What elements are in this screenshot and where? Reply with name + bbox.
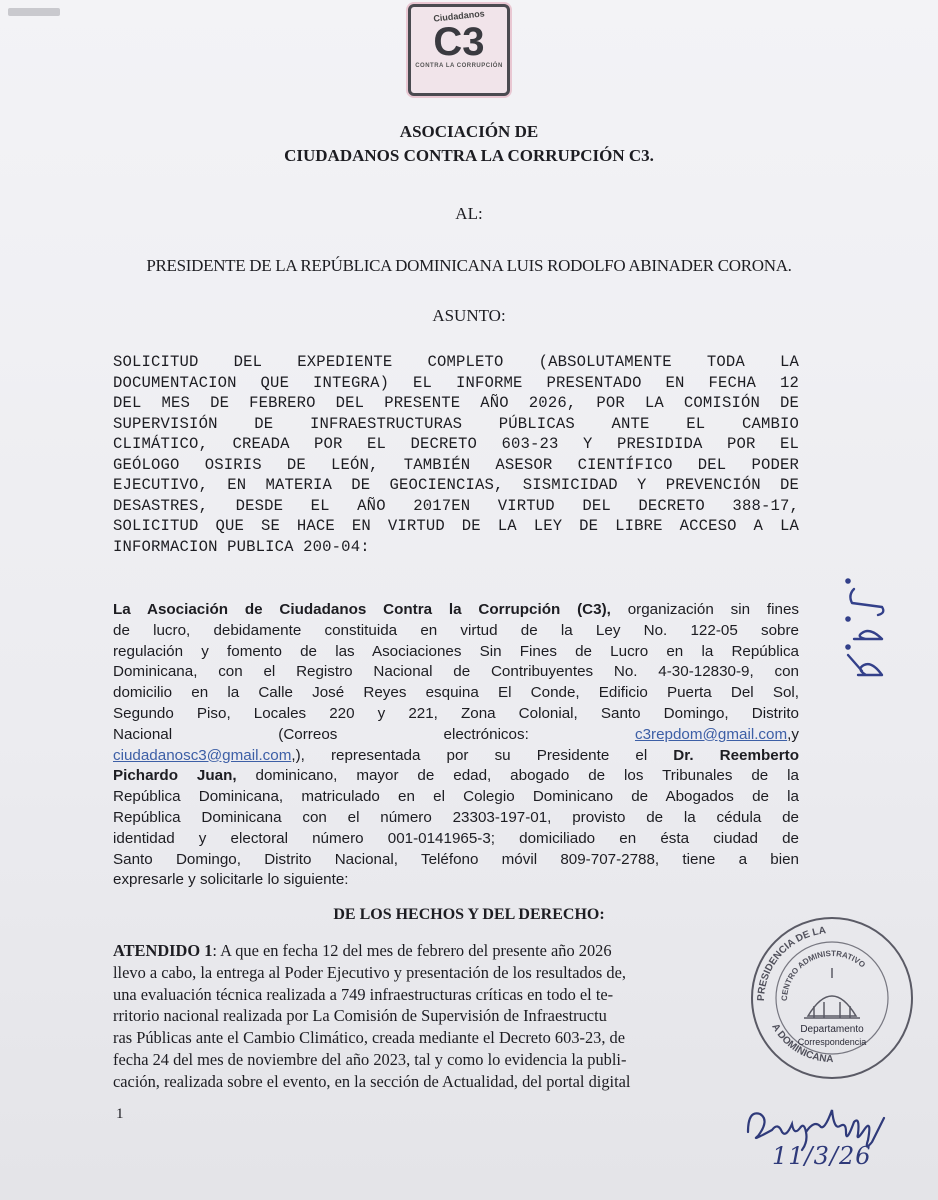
official-stamp [742,906,922,1086]
stamp-ring-inner [780,949,867,1001]
body-line: domicilio en la Calle José Reyes esquina El Conde, Edificio Puerta Del Sol, [113,684,799,702]
body-line: expresarle y solicitarle lo siguiente: [113,871,349,889]
subject-line: SOLICITUD QUE SE HACE EN VIRTUD DE LA LEY DE LIBRE ACCESO A LA [113,517,799,535]
body-text: Nacional [113,725,173,743]
body-line [113,746,799,767]
atendido-paragraph [113,940,799,1093]
body-paragraph [113,600,799,891]
subject-line: INFORMACION PUBLICA 200-04: [113,537,370,556]
logo-bottom-text: CONTRA LA CORRUPCIÓN [415,63,503,69]
atendido-line: fecha 24 del mes de noviembre del año 2023, tal y como lo evidencia la publi- [113,1049,627,1069]
body-text: electrónicos: [443,725,529,743]
subject-line: SUPERVISIÓN DE INFRAESTRUCTURAS PÚBLICAS ANTE EL CAMBIO [113,414,799,433]
dome-emblem-icon [804,968,860,1018]
addressee-name: PRESIDENTE DE LA REPÚBLICA DOMINICANA LUIS RODOLFO ABINADER CORONA. [146,256,792,275]
body-line [113,600,799,621]
org-name-bold: La Asociación de Ciudadanos Contra la Corrupción (C3), [113,601,611,618]
subject-line: GEÓLOGO OSIRIS DE LEÓN, TAMBIÉN ASESOR CIENTÍFICO DEL PODER [113,455,799,474]
email-link-c3repdom[interactable]: c3repdom@gmail.com [634,725,788,743]
president-surname-bold: Pichardo Juan, [113,767,237,785]
atendido-label: ATENDIDO 1 [113,941,213,960]
atendido-line [113,940,799,962]
subject-line: DESASTRES, DESDE EL AÑO 2017EN VIRTUD DEL DECRETO 388-17, [113,496,799,515]
subject-line: SOLICITUD DEL EXPEDIENTE COMPLETO (ABSOLUTAMENTE TODA LA [113,353,799,371]
body-line: Dominicana, con el Registro Nacional de Contribuyentes No. 4-30-12830-9, con [113,663,799,681]
logo-top-text: Ciudadanos [432,8,486,24]
stamp-ring-top-text: PRESIDENCIA DE LA [755,925,827,1002]
addressee-label: AL: [455,204,483,223]
atendido-text: : A que en fecha 12 del mes de febrero del presente año 2026 [212,941,612,960]
body-line: de lucro, debidamente constituida en virtud de la Ley No. 122-05 sobre [113,621,799,639]
atendido-line: ras Públicas ante el Cambio Climático, creada mediante el Decreto 603-23, de [113,1028,626,1048]
title-line-2: CIUDADANOS CONTRA LA CORRUPCIÓN C3. [284,146,654,165]
president-name-bold: Dr. Reemberto [673,746,799,764]
body-line: Segundo Piso, Locales 220 y 221, Zona Colonial, Santo Domingo, Distrito [113,704,799,722]
atendido-line: cación, realizada sobre el evento, en la sección de Actualidad, del portal digital [113,1071,631,1091]
body-line: identidad y electoral número 001-0141965-3; domiciliado en ésta ciudad de [113,829,799,847]
body-text: ,y [787,725,799,743]
stamp-ring-bottom-text: A DOMINICANA [769,1021,834,1066]
atendido-line: rritorio nacional realizada por La Comisión de Supervisión de Infraestructu [113,1006,607,1026]
stamp-ring-top [756,925,827,1001]
subject-line: EJECUTIVO, EN MATERIA DE GEOCIENCIAS, SISMICIDAD Y PREVENCIÓN DE [113,476,799,494]
section-heading: DE LOS HECHOS Y DEL DERECHO: [333,906,605,923]
stamp-department: Departamento [800,1024,864,1035]
subject-line: DOCUMENTACION QUE INTEGRA) EL INFORME PRESENTADO EN FECHA 12 [113,373,799,392]
stamp-ring-inner-text: CENTRO ADMINISTRATIVO [779,948,868,1002]
body-line [113,766,799,787]
body-line: Santo Domingo, Distrito Nacional, Teléfono móvil 809-707-2788, tiene a bien [113,850,799,868]
page-number: 1 [116,1106,124,1122]
title-line-1: ASOCIACIÓN DE [399,122,539,141]
organization-title [0,120,938,168]
logo-mark-text: C3 [433,20,485,64]
body-text: ,), representada por su Presidente el [291,746,674,764]
subject-label: ASUNTO: [432,306,506,325]
body-text: (Correos [278,725,338,743]
punch-mark [8,8,60,16]
body-text: organización sin fines [610,601,799,618]
stamp-correspondence: Correspondencia [797,1037,867,1047]
atendido-line: una evaluación técnica realizada a 749 infraestructuras críticas en todo el te- [113,984,614,1004]
handwritten-date: 11/3/26 [772,1142,872,1170]
handwritten-initials [842,575,896,685]
body-line: regulación y fomento de las Asociaciones Sin Fines de Lucro en la República [113,642,799,660]
subject-text [113,352,799,557]
c3-logo [408,4,510,96]
body-line: República Dominicana con el número 23303-197-01, provisto de la cédula de [113,808,799,826]
body-line: República Dominicana, matriculado en el Colegio Dominicano de Abogados de la [113,788,799,806]
body-line [113,725,799,746]
body-text: dominicano, mayor de edad, abogado de los Tribunales de la [236,767,799,785]
subject-line: CLIMÁTICO, CREADA POR EL DECRETO 603-23 Y PRESIDIDA POR EL [113,435,799,453]
email-link-ciudadanosc3[interactable]: ciudadanosc3@gmail.com [113,746,292,764]
atendido-line: llevo a cabo, la entrega al Poder Ejecutivo y presentación de los resultados de, [113,962,626,982]
subject-line: DEL MES DE FEBRERO DEL PRESENTE AÑO 2026, POR LA COMISIÓN DE [113,394,799,412]
